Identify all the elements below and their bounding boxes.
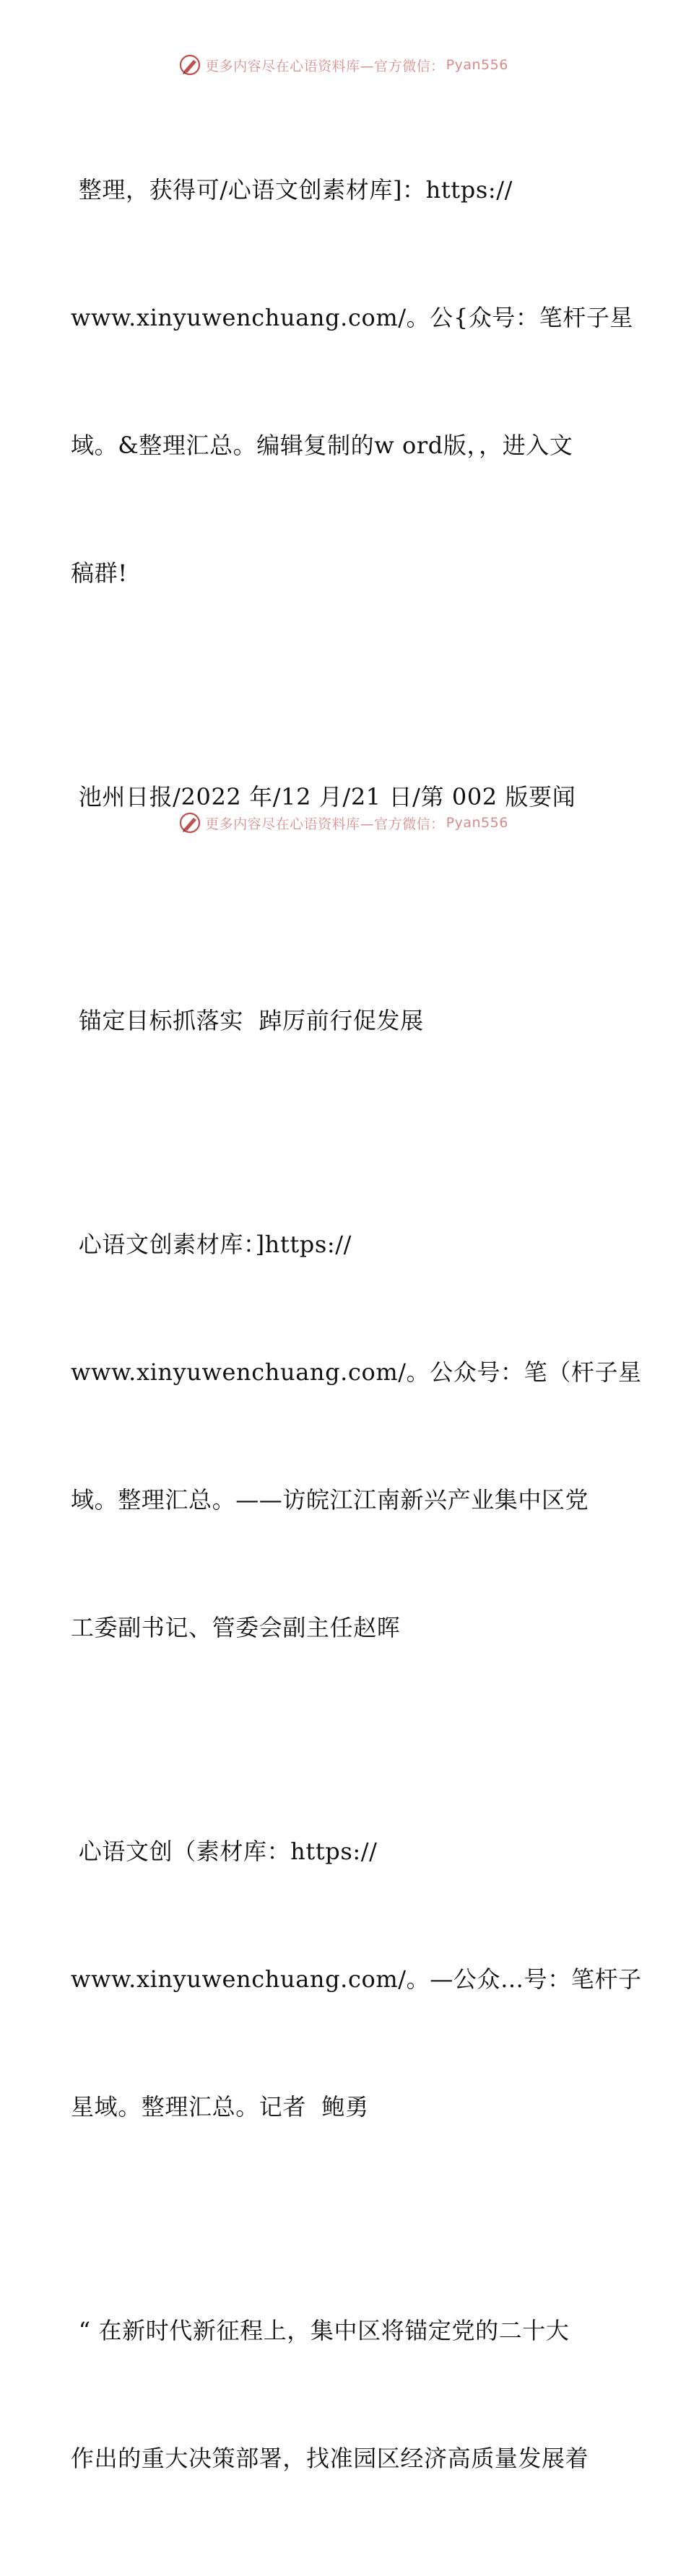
text-line: www.xinyuwenchuang.com/。公众号：笔（杆子星	[71, 1358, 642, 1386]
text-line: www.xinyuwenchuang.com/。公{众号：笔杆子星	[71, 304, 634, 331]
paragraph-source	[71, 691, 620, 904]
text-line: 心语文创（素材库：https://	[71, 1838, 378, 1865]
text-line: 心语文创素材库：]https://	[71, 1231, 352, 1258]
paragraph-subtitle	[71, 1138, 642, 1734]
paragraph-quote	[71, 2224, 620, 2565]
watermark-text: 更多内容尽在心语资料库—官方微信：	[205, 816, 445, 832]
paragraph-byline	[71, 1745, 642, 2214]
watermark-handle: Pyan556	[446, 815, 508, 831]
document-body	[71, 84, 642, 2576]
text-line: “ 在新时代新征程上，集中区将锚定党的二十大	[71, 2317, 570, 2344]
pen-logo-icon	[178, 811, 202, 835]
pen-logo-icon	[178, 53, 202, 77]
text-line: 星域。整理汇总。记者 鲍勇	[71, 2093, 369, 2121]
text-line: 锚定目标抓落实 踔厉前行促发展	[71, 1007, 424, 1034]
watermark-handle: Pyan556	[446, 57, 508, 73]
header-watermark	[0, 52, 686, 78]
text-line: 池州日报/2022 年/12 月/21 日/第 002 版要闻	[71, 783, 576, 811]
text-line: 域。&整理汇总。编辑复制的w ord版，，进入文	[71, 432, 573, 459]
paragraph-intro	[71, 84, 634, 680]
text-line: 工委副书记、管委会副主任赵晖	[71, 1614, 401, 1641]
text-line: 作出的重大决策部署，找准园区经济高质量发展着	[71, 2445, 589, 2472]
article-title	[71, 914, 620, 1127]
text-line: 整理，获得可/心语文创素材库]：https://	[71, 176, 513, 204]
footer-watermark	[0, 810, 686, 836]
watermark-text: 更多内容尽在心语资料库—官方微信：	[205, 58, 445, 74]
text-line: 稿群!	[71, 559, 128, 587]
text-line: www.xinyuwenchuang.com/。—公众…号：笔杆子	[71, 1965, 642, 1993]
text-line: 域。整理汇总。——访皖江江南新兴产业集中区党	[71, 1486, 589, 1514]
